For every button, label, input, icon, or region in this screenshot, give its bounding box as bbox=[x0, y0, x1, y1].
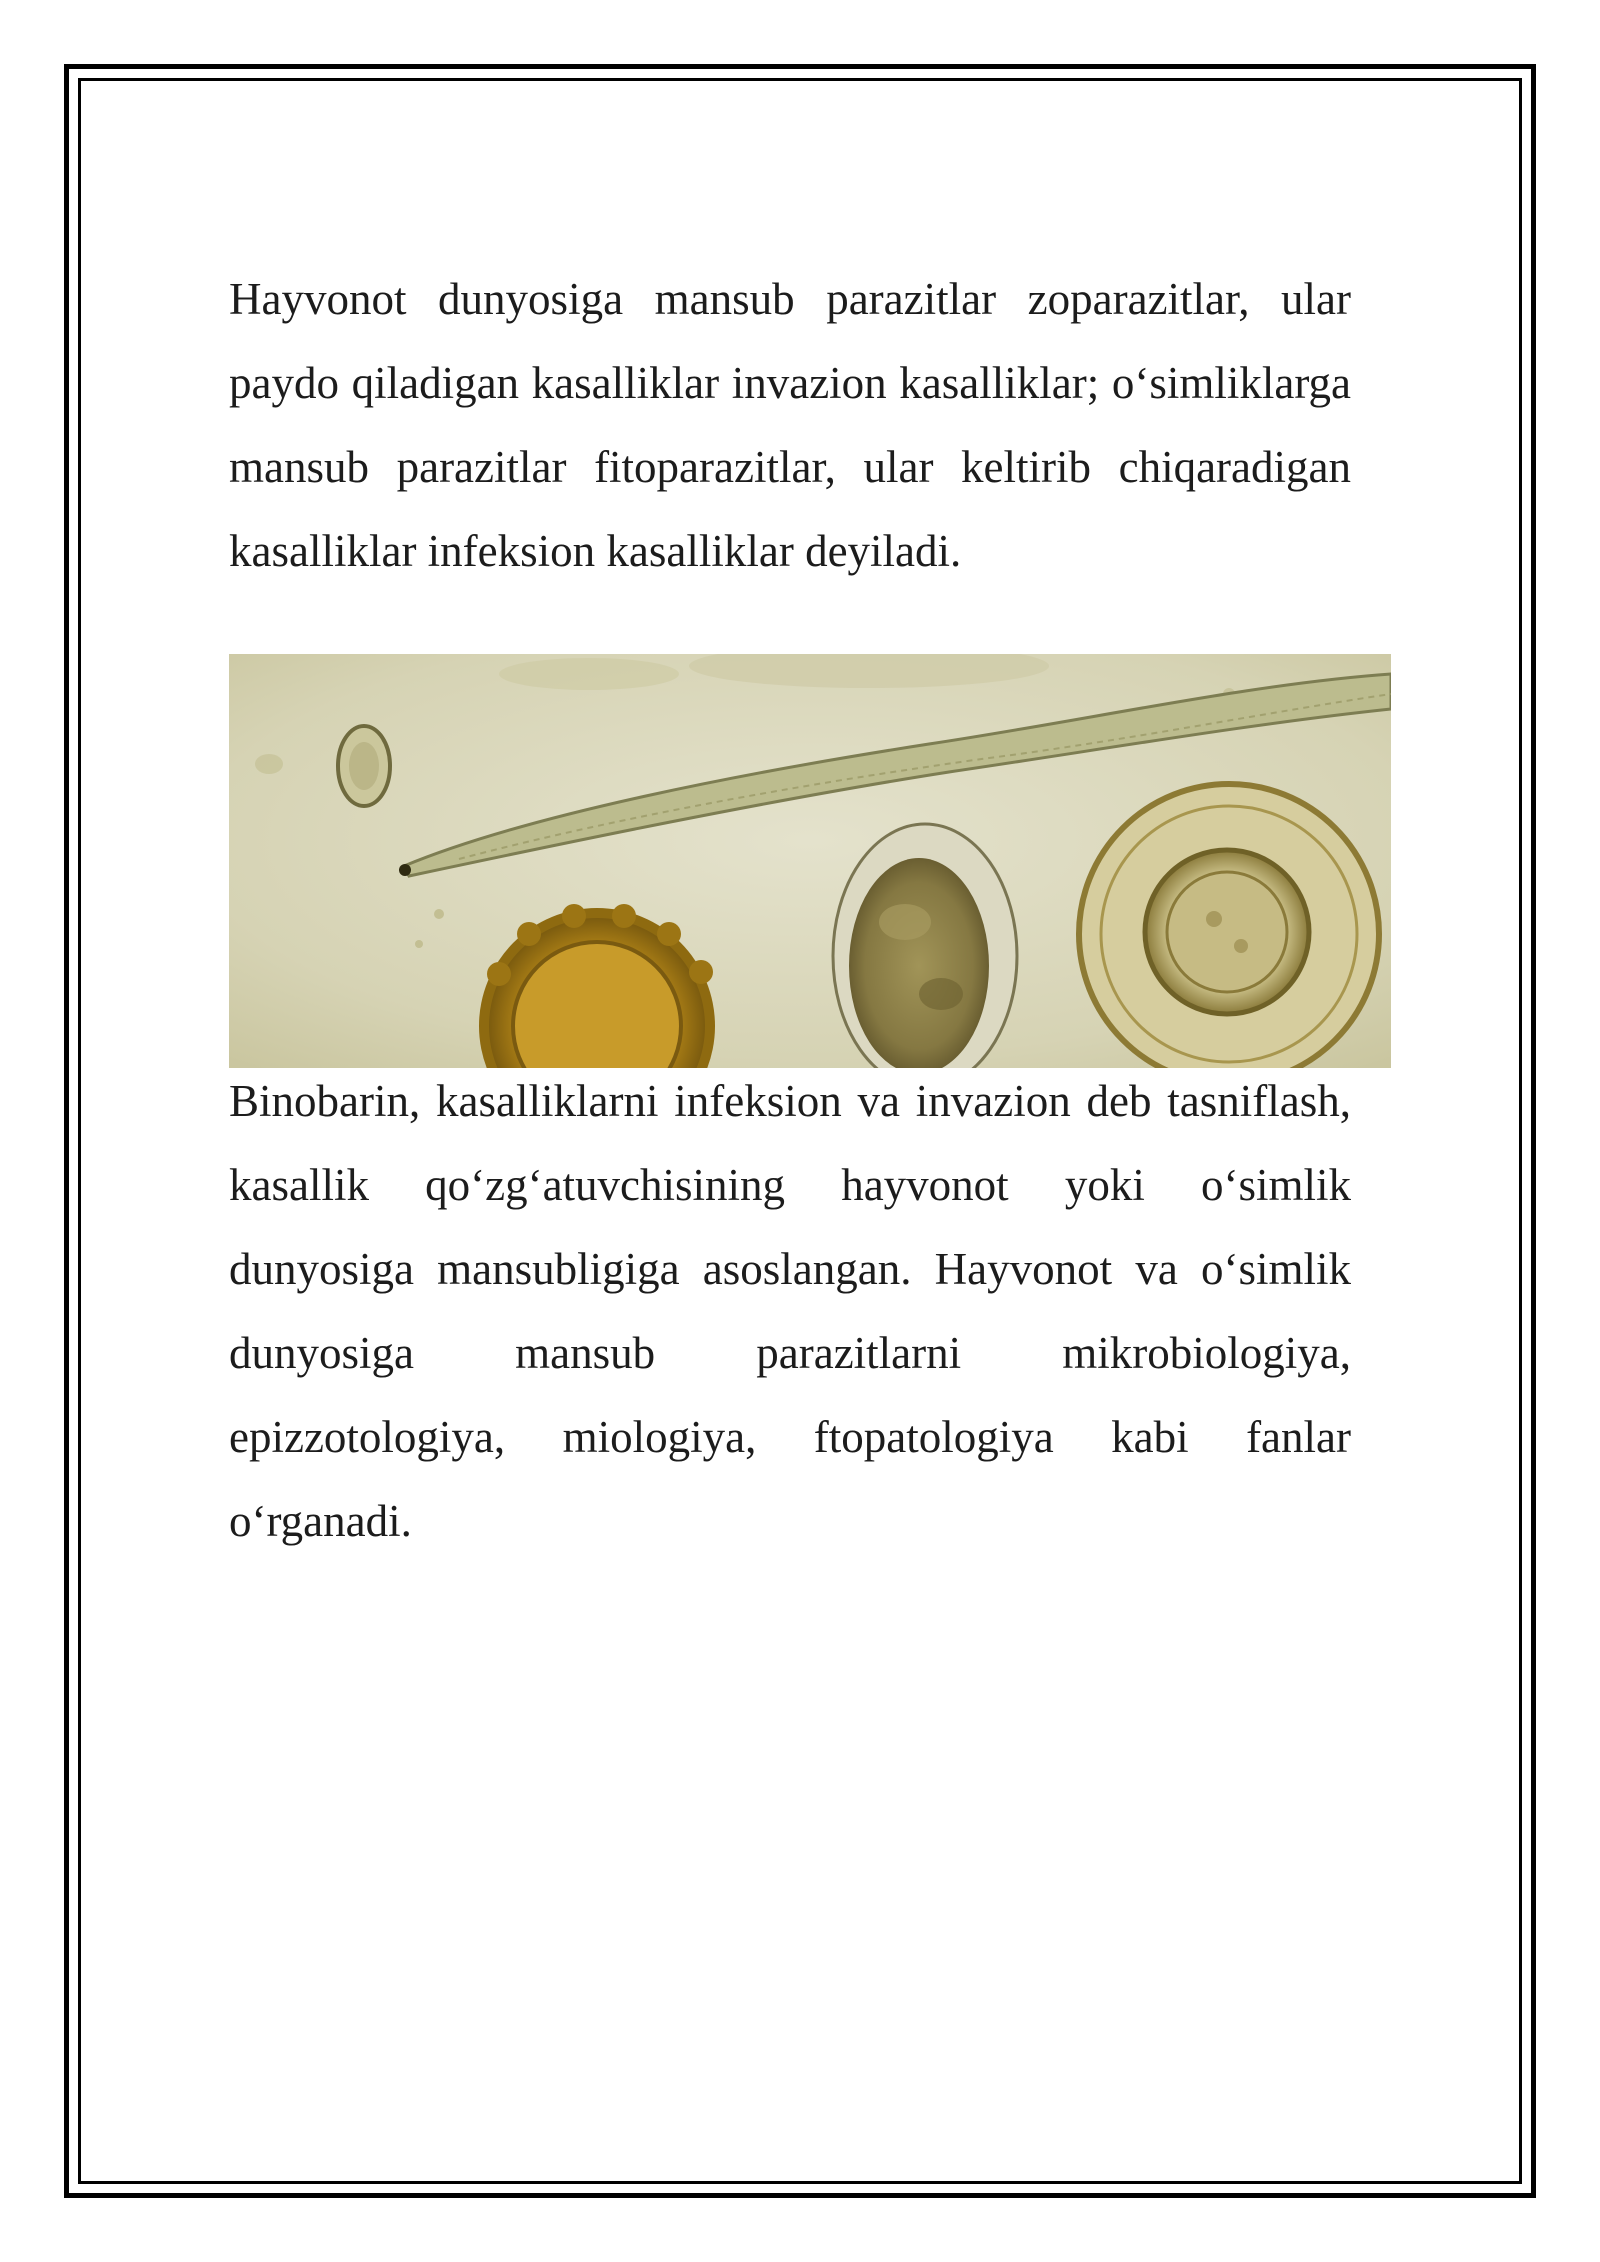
oval-embryonated-egg bbox=[833, 824, 1017, 1068]
micrograph-drawing bbox=[229, 654, 1391, 1068]
parasite-micrograph bbox=[229, 654, 1391, 1068]
paragraph-classification: Binobarin, kasalliklarni infeksion va invazion deb tasniflash, kasallik qo‘zg‘atuvchisining hayvonot yoki o‘simlik dunyosiga mansubligiga asoslangan. Hayvonot va o‘simlik dunyosiga mansub parazitlarni mikrobiologiya, epizzotologiya, miologiya, ftopatologiya kabi fanlar o‘rganadi. bbox=[229, 1076, 1351, 1546]
round-taeniid-egg bbox=[1079, 784, 1379, 1068]
paragraph-parasite-definitions: Hayvonot dunyosiga mansub parazitlar zoparazitlar, ular paydo qiladigan kasalliklar invazion kasalliklar; o‘simliklarga mansub parazitlar fitoparazitlar, ular keltirib chiqaradigan kasalliklar infeksion kasalliklar deyiladi. bbox=[229, 274, 1351, 576]
